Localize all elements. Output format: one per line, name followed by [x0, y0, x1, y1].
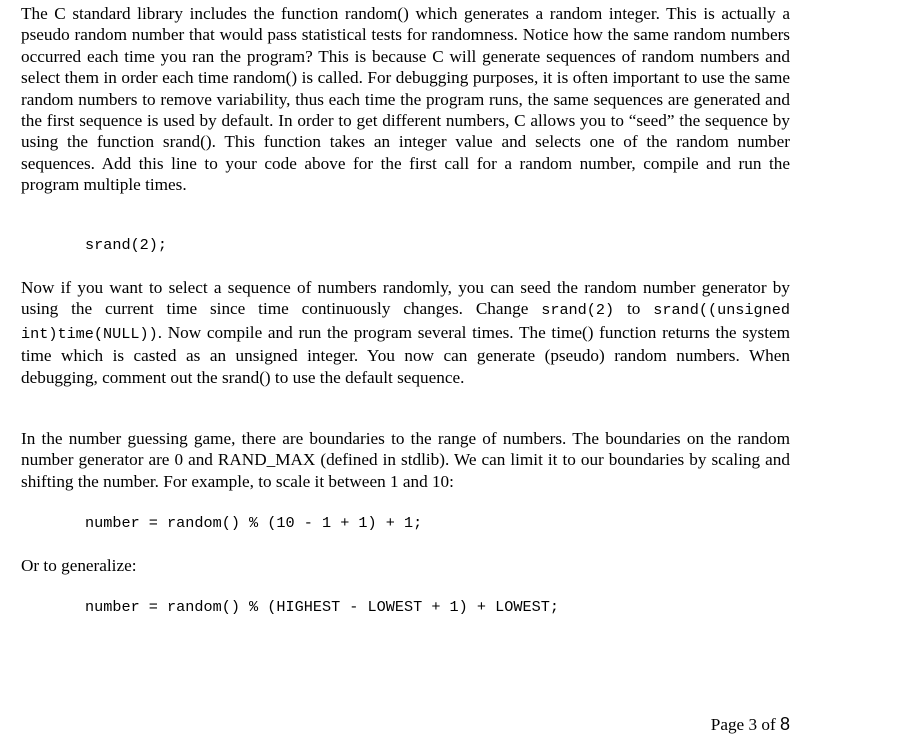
paragraph-boundaries: In the number guessing game, there are boundaries to the range of numbers. The boundaries on the random number generator are 0 and RAND_MAX (defined in stdlib). We can limit it to our boundaries by scaling and shifting the number. For example, to scale it between 1 and 10:	[21, 429, 790, 491]
paragraph-random-intro: The C standard library includes the function random() which generates a random integer. This is actually a pseudo random number that would pass statistical tests for randomness. Notice how the same random numbers occurred each time you ran the program? This is because C will generate sequences of random numbers and select them in order each time random() is called. For debugging purposes, it is often important to use the same random numbers to remove variability, thus each time the program runs, the same sequences are generated and the first sequence is used by default. In order to get different numbers, C allows you to “seed” the sequence by using the function srand(). This function takes an integer value and selects one of the random number sequences. Add this line to your code above for the first call for a random number, compile and run the program multiple times.	[21, 4, 790, 195]
page-number-prefix: Page 3 of	[710, 715, 780, 734]
page-number	[711, 714, 790, 735]
paragraph-seed-text-a: Now if you want to select a sequence of numbers randomly, you can seed the random number generator by using the current time since time continuously changes. Change	[21, 278, 790, 319]
paragraph-seed-time	[21, 277, 790, 388]
inline-code-srand2: srand(2)	[541, 301, 615, 320]
paragraph-seed-text-c: . Now compile and run the program several times. The time() function returns the system time which is casted as an unsigned integer. You now can generate (pseudo) random numbers. When debugging, comment out the srand() to use the default sequence.	[21, 322, 790, 387]
code-scale-example: number = random() % (10 - 1 + 1) + 1;	[85, 514, 423, 532]
code-srand-example: srand(2);	[85, 236, 168, 254]
paragraph-generalize: Or to generalize:	[21, 556, 137, 575]
inline-code-srand-time: srand((unsigned int)time(NULL))	[21, 301, 790, 343]
code-general-formula: number = random() % (HIGHEST - LOWEST + 1) + LOWEST;	[85, 598, 559, 616]
paragraph-seed-text-b: to	[614, 299, 654, 319]
page-total: 8	[779, 714, 790, 734]
